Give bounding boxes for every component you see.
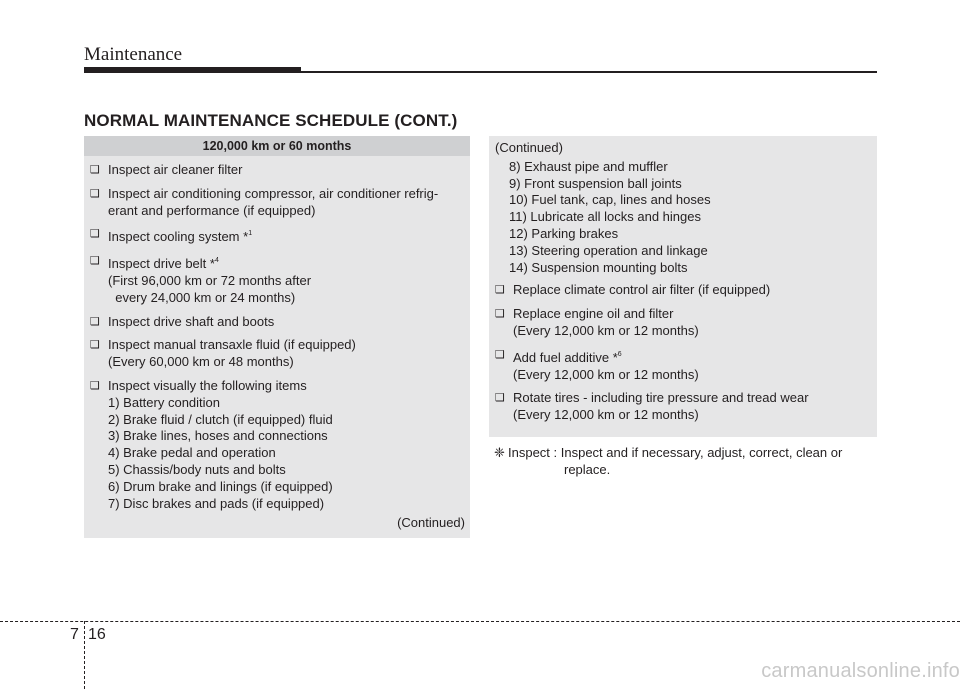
item-text: (First 96,000 km or 72 months after	[108, 272, 312, 288]
item-text: (Every 12,000 km or 12 months)	[513, 366, 699, 382]
schedule-left-panel	[84, 136, 470, 538]
item-text: Inspect drive shaft and boots	[108, 313, 275, 329]
note-text: replace.	[564, 461, 611, 477]
item-text: Add fuel additive *	[513, 349, 618, 365]
checkbox-icon: ❑	[90, 255, 100, 268]
footnote-marker: 1	[248, 230, 253, 238]
numbered-list	[495, 159, 871, 277]
checkbox-icon: ❑	[90, 379, 100, 392]
item-text: (Every 12,000 km or 12 months)	[513, 322, 699, 338]
list-item	[90, 253, 466, 306]
interval-header: 120,000 km or 60 months	[84, 136, 470, 156]
checkbox-icon: ❑	[90, 315, 100, 328]
list-item: 9) Front suspension ball joints	[509, 175, 682, 191]
item-text: 1) Battery condition	[108, 394, 221, 410]
item-text: Rotate tires - including tire pressure and tread wear	[513, 390, 809, 406]
list-item	[90, 337, 466, 371]
page-title: NORMAL MAINTENANCE SCHEDULE (CONT.)	[84, 111, 458, 130]
item-text: every 24,000 km or 24 months)	[108, 289, 296, 305]
list-item: 14) Suspension mounting bolts	[509, 259, 688, 275]
list-item: 13) Steering operation and linkage	[509, 242, 708, 258]
list-item	[90, 226, 466, 246]
item-text-line	[513, 347, 871, 367]
item-text-line	[108, 226, 466, 246]
item-text: Replace climate control air filter (if equipped)	[513, 282, 771, 298]
checkbox-icon: ❑	[90, 339, 100, 352]
item-text: 5) Chassis/body nuts and bolts	[108, 461, 286, 477]
checkbox-icon: ❑	[90, 164, 100, 176]
item-text: Inspect drive belt *	[108, 256, 215, 272]
page-number: 16	[88, 626, 106, 643]
item-text: Inspect air conditioning compressor, air conditioner refrig-	[108, 185, 439, 201]
item-text: Inspect manual transaxle fluid (if equipped)	[108, 337, 356, 353]
item-text: 6) Drum brake and linings (if equipped)	[108, 478, 333, 494]
list-item	[90, 186, 466, 220]
note-text: Inspect : Inspect and if necessary, adjust, correct, clean or	[508, 445, 843, 460]
item-text: (Every 12,000 km or 12 months)	[513, 407, 699, 423]
right-item-list	[495, 140, 871, 431]
item-text-line	[108, 253, 466, 273]
inspect-note	[494, 445, 874, 479]
item-text: 7) Disc brakes and pads (if equipped)	[108, 495, 325, 511]
section-label: Maintenance	[84, 44, 183, 65]
item-text: Inspect visually the following items	[108, 377, 307, 393]
list-item: 12) Parking brakes	[509, 225, 619, 241]
left-item-list	[90, 162, 466, 519]
continued-label: (Continued)	[397, 515, 465, 530]
footer-divider	[0, 621, 960, 622]
continued-label: (Continued)	[495, 140, 563, 155]
note-symbol-icon: ❈	[494, 445, 505, 460]
list-item	[495, 390, 871, 424]
item-text: erant and performance (if equipped)	[108, 202, 316, 218]
list-item	[495, 282, 871, 299]
header-rule-thin	[301, 71, 877, 73]
list-item	[495, 306, 871, 340]
watermark: carmanualsonline.info	[761, 660, 960, 682]
item-text: Inspect air cleaner filter	[108, 162, 243, 177]
list-item	[90, 314, 466, 331]
checkbox-icon: ❑	[495, 308, 505, 321]
item-text: Replace engine oil and filter	[513, 306, 674, 322]
list-item: 8) Exhaust pipe and muffler	[509, 158, 668, 174]
list-item	[495, 347, 871, 384]
checkbox-icon: ❑	[495, 348, 505, 361]
item-text: 4) Brake pedal and operation	[108, 445, 276, 461]
footnote-marker: 4	[214, 257, 219, 265]
item-text: 2) Brake fluid / clutch (if equipped) fluid	[108, 411, 333, 427]
list-item: 11) Lubricate all locks and hinges	[509, 209, 701, 225]
checkbox-icon: ❑	[90, 228, 100, 241]
item-text: 3) Brake lines, hoses and connections	[108, 428, 328, 444]
list-item: 10) Fuel tank, cap, lines and hoses	[509, 192, 711, 208]
schedule-right-panel	[489, 136, 877, 437]
checkbox-icon: ❑	[90, 187, 100, 200]
checkbox-icon: ❑	[495, 392, 505, 405]
footer-vertical-divider	[84, 621, 85, 689]
chapter-number: 7	[70, 626, 79, 643]
list-item	[90, 162, 466, 179]
checkbox-icon: ❑	[495, 284, 505, 297]
item-text: (Every 60,000 km or 48 months)	[108, 354, 294, 370]
list-item	[90, 378, 466, 512]
item-text: Inspect cooling system *	[108, 229, 249, 245]
header-rule-thick	[84, 67, 301, 73]
footnote-marker: 6	[617, 350, 622, 358]
